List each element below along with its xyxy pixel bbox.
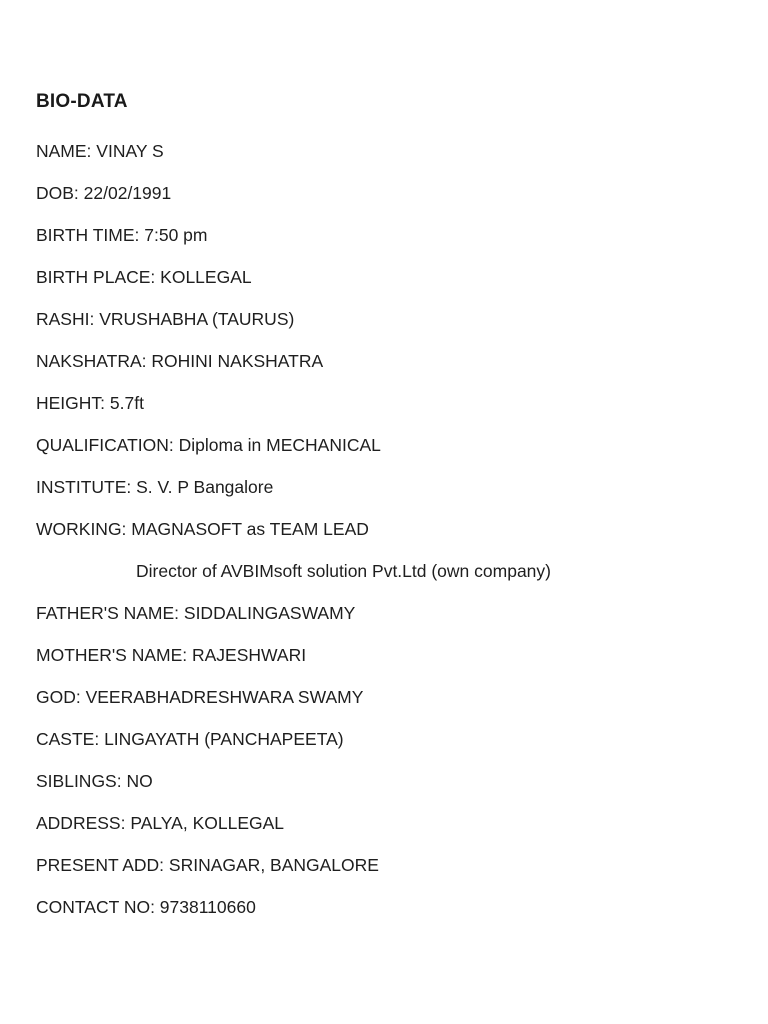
name-line: NAME: VINAY S: [36, 141, 164, 161]
god-line: GOD: VEERABHADRESHWARA SWAMY: [36, 687, 364, 707]
working-line: WORKING: MAGNASOFT as TEAM LEAD: [36, 519, 369, 539]
nakshatra-line: NAKSHATRA: ROHINI NAKSHATRA: [36, 351, 324, 371]
institute-line: INSTITUTE: S. V. P Bangalore: [36, 477, 274, 497]
contact-line: CONTACT NO: 9738110660: [36, 897, 256, 917]
address-line: ADDRESS: PALYA, KOLLEGAL: [36, 813, 285, 833]
caste-line: CASTE: LINGAYATH (PANCHAPEETA): [36, 729, 344, 749]
biodata-lines: [36, 138, 736, 936]
dob-line: DOB: 22/02/1991: [36, 183, 172, 203]
birth-place-line: BIRTH PLACE: KOLLEGAL: [36, 267, 252, 287]
height-line: HEIGHT: 5.7ft: [36, 393, 144, 413]
present-address-line: PRESENT ADD: SRINAGAR, BANGALORE: [36, 855, 379, 875]
document-title: BIO-DATA: [36, 91, 128, 112]
father-name-line: FATHER'S NAME: SIDDALINGASWAMY: [36, 603, 356, 623]
qualification-line: QUALIFICATION: Diploma in MECHANICAL: [36, 435, 381, 455]
birth-time-line: BIRTH TIME: 7:50 pm: [36, 225, 208, 245]
director-line: Director of AVBIMsoft solution Pvt.Ltd (own company): [136, 561, 551, 581]
mother-name-line: MOTHER'S NAME: RAJESHWARI: [36, 645, 307, 665]
rashi-line: RASHI: VRUSHABHA (TAURUS): [36, 309, 295, 329]
siblings-line: SIBLINGS: NO: [36, 771, 153, 791]
